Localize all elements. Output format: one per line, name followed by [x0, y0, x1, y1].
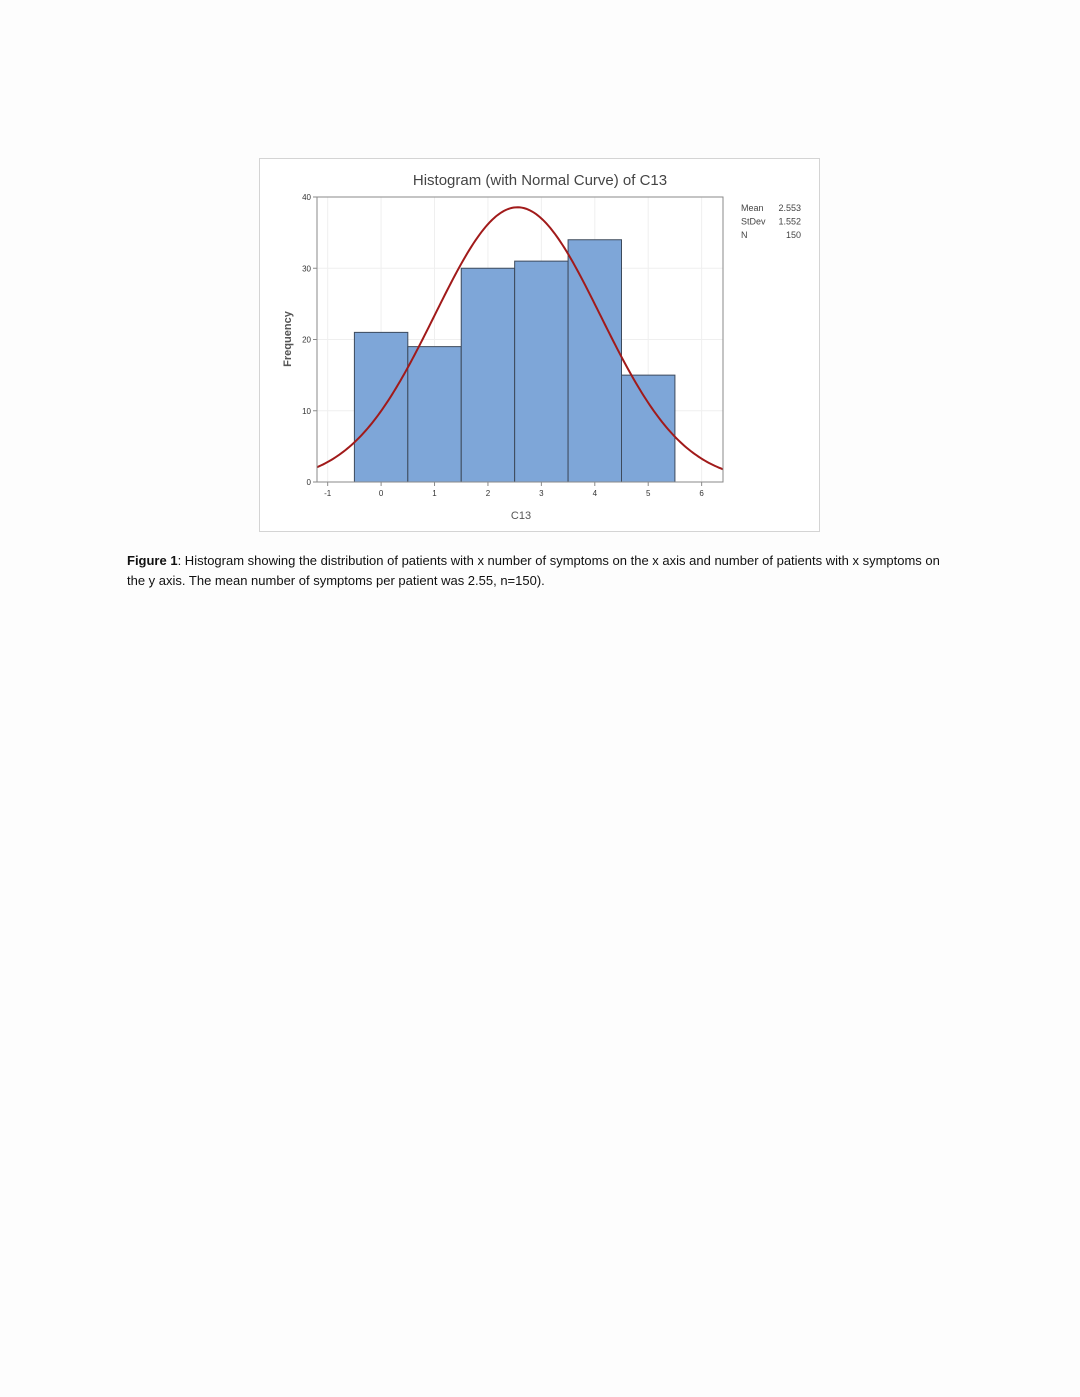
histogram-chart	[260, 159, 821, 533]
x-tick-label: -1	[324, 489, 332, 498]
stat-label: StDev	[741, 216, 766, 227]
y-tick-label: 10	[302, 406, 311, 416]
y-tick-label: 30	[302, 264, 311, 274]
chart-figure	[259, 158, 820, 532]
y-tick-label: 40	[302, 193, 311, 202]
x-axis-ticks	[324, 482, 704, 498]
stats-legend	[741, 203, 801, 240]
x-tick-label: 2	[485, 489, 491, 498]
x-tick-label: 6	[699, 489, 704, 498]
y-tick-label: 0	[306, 478, 311, 487]
y-tick-label: 20	[302, 335, 311, 345]
stat-label: Mean	[741, 203, 764, 213]
stat-value: 1.552	[778, 216, 801, 227]
figure-label: Figure 1	[127, 553, 178, 568]
figure-caption	[127, 551, 957, 591]
y-axis-ticks	[302, 193, 317, 487]
chart-title: Histogram (with Normal Curve) of C13	[412, 172, 668, 189]
histogram-bars	[354, 240, 675, 482]
stat-label: N	[741, 230, 748, 240]
histogram-bar	[515, 261, 568, 482]
histogram-bar	[408, 347, 461, 482]
histogram-bar	[461, 268, 514, 482]
histogram-bar	[568, 240, 621, 482]
x-tick-label: 1	[432, 489, 437, 498]
stat-value: 2.553	[778, 203, 801, 213]
x-tick-label: 5	[645, 489, 651, 498]
y-axis-label: Frequency	[282, 311, 294, 367]
histogram-bar	[354, 332, 407, 482]
figure-caption-text: : Histogram showing the distribution of patients with x number of symptoms on the x axis and number of patients with x symptoms on the y axis. The mean number of symptoms per patient was 2.55, n=150).	[127, 553, 940, 588]
stat-value: 150	[785, 230, 801, 240]
x-axis-label: C13	[510, 510, 532, 522]
x-tick-label: 4	[592, 489, 598, 498]
x-tick-label: 0	[378, 489, 384, 498]
x-tick-label: 3	[539, 489, 544, 498]
